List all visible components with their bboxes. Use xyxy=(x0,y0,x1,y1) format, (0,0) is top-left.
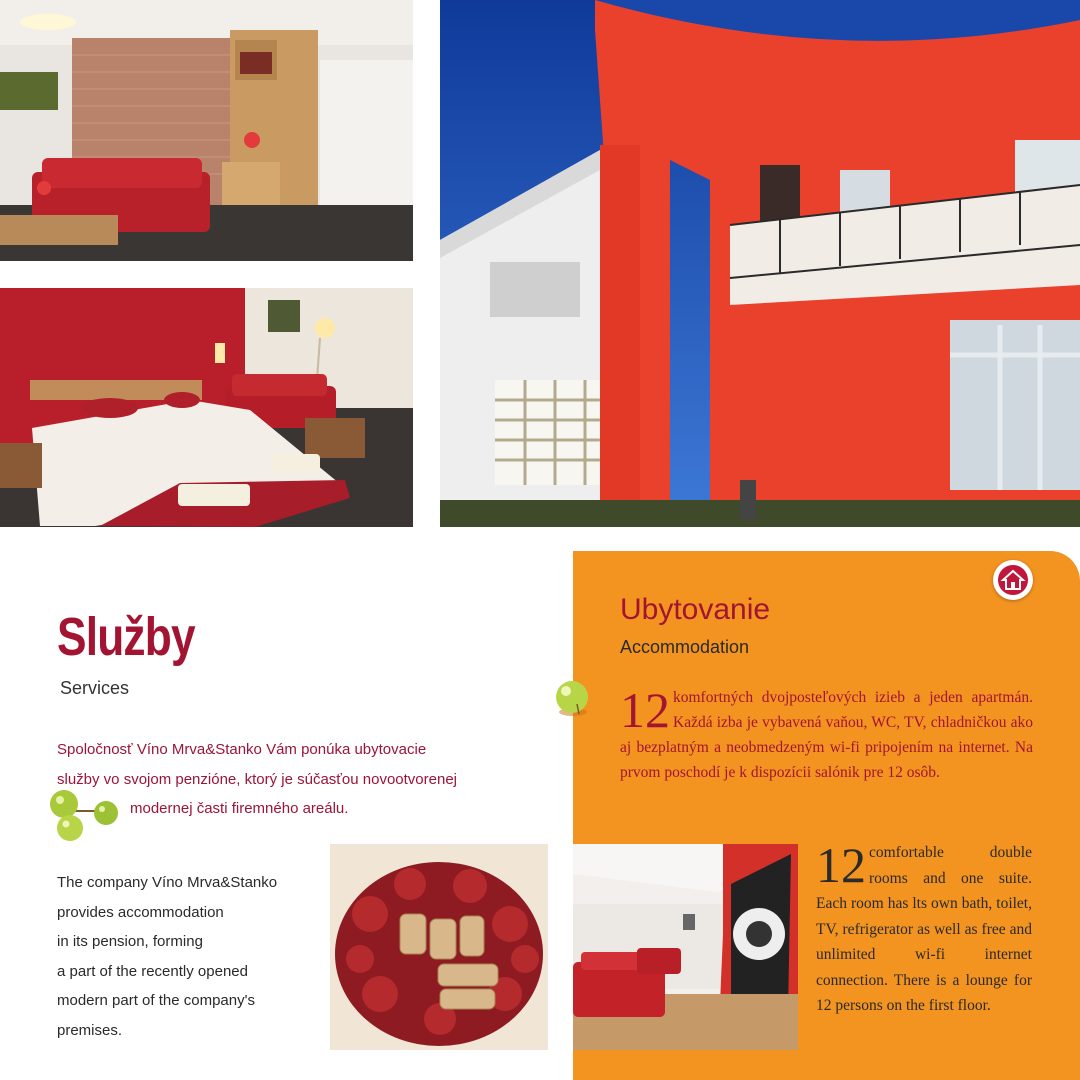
photo-corks xyxy=(330,844,548,1050)
services-en-line-4: a part of the recently opened xyxy=(57,962,248,980)
grape-icon xyxy=(42,786,122,846)
sk-paragraph-text: komfortných dvojposteľových izieb a jeden apartmán. Každá izba je vybavená vaňou, WC, TV, chladničkou ako aj bezplatným a neobmedzeným wi-fi pripojením na internet. Na prvom poschodí je k dispozícii salónik pre 12 osôb. xyxy=(620,689,1033,781)
services-sk-text xyxy=(57,735,527,824)
grape-icon xyxy=(553,678,591,718)
services-en-line-3: in its pension, forming xyxy=(57,933,203,950)
sk-drop-number: 12 xyxy=(620,682,670,738)
services-sk-line-2: služby vo svojom penzióne, ktorý je súčasťou novootvorenej xyxy=(57,770,458,788)
services-en-line-6: premises. xyxy=(57,1021,123,1039)
accommodation-subtitle: Accommodation xyxy=(620,637,750,657)
accommodation-title: Ubytovanie xyxy=(620,593,771,626)
services-title: Služby xyxy=(57,607,195,667)
services-sk-line-1: Spoločnosť Víno Mrva&Stanko Vám ponúka ubytovacie xyxy=(57,741,427,758)
photo-lounge xyxy=(573,844,798,1050)
services-en-line-1: The company Víno Mrva&Stanko xyxy=(57,874,278,891)
home-button[interactable] xyxy=(993,560,1033,600)
services-en-line-5: modern part of the company's xyxy=(57,992,255,1009)
accommodation-sk-paragraph xyxy=(620,682,1033,785)
photo-building xyxy=(440,0,1080,527)
en-drop-number: 12 xyxy=(816,837,866,893)
en-paragraph-text: comfortable double rooms and one suite. Each room has lts own bath, toilet, TV, refrigerator as well as free and unlimited wi-fi internet connection. There is a lounge for 12 persons on the first floor. xyxy=(816,844,1032,1014)
services-en-line-2: provides accommodation xyxy=(57,903,224,921)
photo-living-room xyxy=(0,0,413,261)
home-icon xyxy=(998,565,1028,595)
services-sk-line-3: modernej časti firemného areálu. xyxy=(130,800,349,817)
services-en-text xyxy=(57,868,327,1045)
services-subtitle: Services xyxy=(60,678,130,698)
photo-bedroom xyxy=(0,288,413,527)
accommodation-en-paragraph xyxy=(816,837,1032,1019)
